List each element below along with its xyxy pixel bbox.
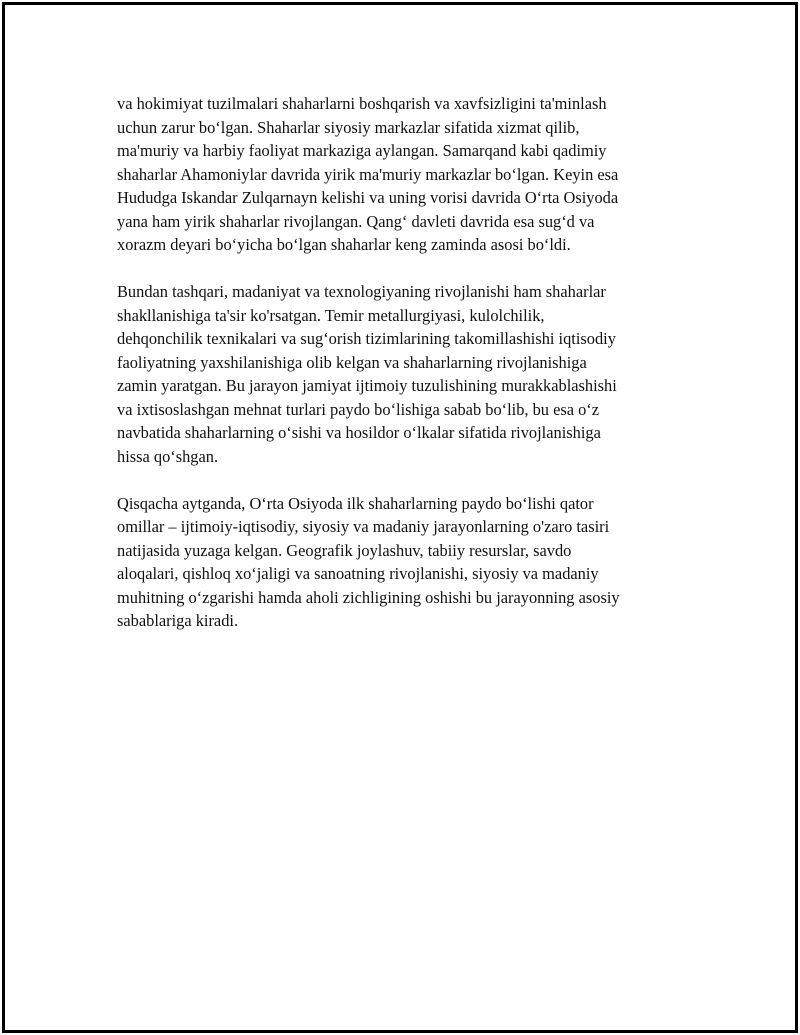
paragraph-line: yana ham yirik shaharlar rivojlangan. Qang‘ davleti davrida esa sug‘d va — [117, 211, 595, 231]
paragraph-line: uchun zarur bo‘lgan. Shaharlar siyosiy markazlar sifatida xizmat qilib, — [117, 117, 580, 137]
paragraph-line: Qisqacha aytganda, O‘rta Osiyoda ilk shaharlarning paydo bo‘lishi qator — [117, 493, 594, 513]
paragraph-line: natijasida yuzaga kelgan. Geografik joylashuv, tabiiy resurslar, savdo — [117, 540, 572, 560]
paragraph-1 — [117, 92, 697, 257]
paragraph-line: aloqalari, qishloq xo‘jaligi va sanoatning rivojlanishi, siyosiy va madaniy — [117, 564, 599, 583]
paragraph-3 — [117, 492, 697, 633]
paragraph-2 — [117, 280, 697, 468]
paragraph-line: shaharlar Ahamoniylar davrida yirik ma'muriy markazlar bo‘lgan. Keyin esa — [117, 164, 619, 184]
paragraph-line: va ixtisoslashgan mehnat turlari paydo bo‘lishiga sabab bo‘lib, bu esa o‘z — [117, 399, 600, 419]
paragraph-line: muhitning o‘zgarishi hamda aholi zichligining oshishi bu jarayonning asosiy — [117, 587, 620, 607]
paragraph-line: omillar – ijtimoiy-iqtisodiy, siyosiy va madaniy jarayonlarning o'zaro tasiri — [117, 517, 610, 536]
paragraph-line: faoliyatning yaxshilanishiga olib kelgan va shaharlarning rivojlanishiga — [117, 352, 587, 372]
paragraph-line: xorazm deyari bo‘yicha bo‘lgan shaharlar keng zaminda asosi bo‘ldi. — [117, 235, 571, 254]
paragraph-line: hissa qo‘shgan. — [117, 446, 219, 466]
paragraph-line: dehqonchilik texnikalari va sug‘orish tizimlarining takomillashishi iqtisodiy — [117, 329, 616, 348]
paragraph-line: navbatida shaharlarning o‘sishi va hosildor o‘lkalar sifatida rivojlanishiga — [117, 423, 601, 442]
paragraph-line: shakllanishiga ta'sir ko'rsatgan. Temir metallurgiyasi, kulolchilik, — [117, 305, 545, 325]
paragraph-line: ma'muriy va harbiy faoliyat markaziga aylangan. Samarqand kabi qadimiy — [117, 141, 607, 160]
paragraph-line: Bundan tashqari, madaniyat va texnologiyaning rivojlanishi ham shaharlar — [117, 282, 606, 301]
document-body — [117, 92, 697, 656]
paragraph-line: zamin yaratgan. Bu jarayon jamiyat ijtimoiy tuzulishining murakkablashishi — [117, 376, 617, 395]
paragraph-line: va hokimiyat tuzilmalari shaharlarni boshqarish va xavfsizligini ta'minlash — [117, 94, 607, 113]
paragraph-line: sabablariga kiradi. — [117, 611, 239, 630]
paragraph-line: Hududga Iskandar Zulqarnayn kelishi va uning vorisi davrida O‘rta Osiyoda — [117, 188, 619, 207]
